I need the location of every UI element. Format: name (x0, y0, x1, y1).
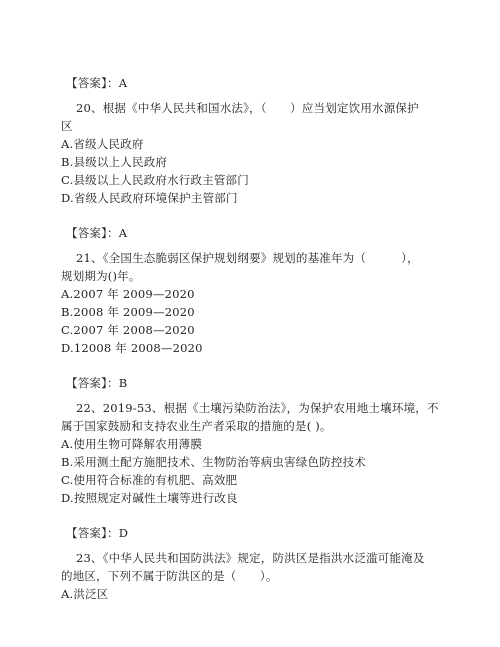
option-a: A.洪泛区 (61, 587, 109, 601)
option-a: A.使用生物可降解农用薄膜 (61, 437, 203, 451)
answer-line: 【答案】：A (66, 226, 128, 240)
question-stem: 20、根据《中华人民共和国水法》，（ ）应当划定饮用水源保护 (76, 101, 419, 115)
option-d: D.按照规定对碱性土壤等进行改良 (61, 491, 238, 505)
option-d: D.省级人民政府环境保护主管部门 (61, 191, 238, 205)
option-a: A.省级人民政府 (61, 137, 144, 151)
option-b: B.2008 年 2009—2020 (61, 305, 195, 319)
option-c: C.县级以上人民政府水行政主管部门 (61, 173, 249, 187)
option-b: B.采用测土配方施肥技术、生物防治等病虫害绿色防控技术 (61, 455, 367, 469)
option-a: A.2007 年 2009—2020 (61, 287, 195, 301)
question-stem-continuation: 规划期为()年。 (61, 269, 141, 283)
option-d: D.12008 年 2008—2020 (61, 341, 203, 355)
question-stem-continuation: 属于国家鼓励和支持农业生产者采取的措施的是( )。 (61, 419, 332, 433)
question-stem: 23、《中华人民共和国防洪法》规定，防洪区是指洪水泛滥可能淹及 (76, 551, 425, 565)
option-b: B.县级以上人民政府 (61, 155, 168, 169)
question-stem: 21、《全国生态脆弱区保护规划纲要》规划的基准年为（ ）， (76, 251, 419, 265)
answer-line: 【答案】：D (66, 526, 129, 540)
option-c: C.2007 年 2008—2020 (61, 323, 195, 337)
answer-line: 【答案】：B (66, 376, 128, 390)
question-stem-continuation: 的地区，下列不属于防洪区的是（ ）。 (61, 569, 278, 583)
answer-line: 【答案】：A (66, 76, 128, 90)
question-stem-continuation: 区 (61, 119, 73, 133)
option-c: C.使用符合标准的有机肥、高效肥 (61, 473, 238, 487)
question-stem: 22、2019-53、根据《土壤污染防治法》，为保护农用地土壤环境，不 (76, 401, 439, 415)
